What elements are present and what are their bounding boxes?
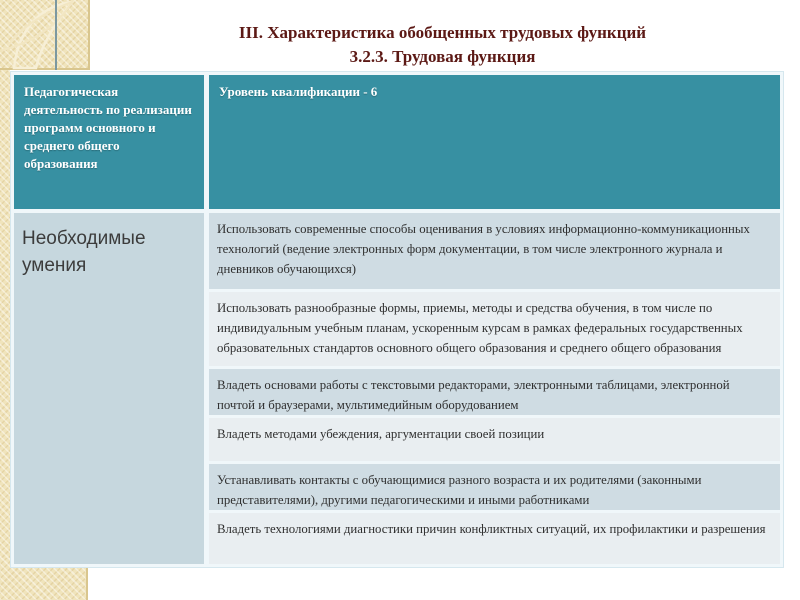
- skill-row: Устанавливать контакты с обучающимися разного возраста и их родителями (законными представителями), другими педагогическими и иными работниками: [209, 464, 780, 510]
- skill-row: Использовать современные способы оценивания в условиях информационно-коммуникационных технологий (ведение электронных форм документации, в том числе электронного журнала и дневников обучающихся): [209, 213, 780, 289]
- header-cell-activity: Педагогическая деятельность по реализации программ основного и среднего общего образования: [14, 75, 204, 209]
- slide-title-line1: III. Характеристика обобщенных трудовых функций: [238, 23, 647, 42]
- skill-row: Владеть методами убеждения, аргументации своей позиции: [209, 418, 780, 461]
- skills-column: [209, 213, 780, 564]
- corner-square-top: [0, 0, 90, 70]
- slide-title-line2: 3.2.3. Трудовая функция: [349, 47, 536, 66]
- accent-line: [55, 0, 57, 70]
- skill-row: Владеть технологиями диагностики причин конфликтных ситуаций, их профилактики и разрешения: [209, 513, 780, 564]
- slide-title: [95, 21, 790, 69]
- labor-function-table: [10, 71, 784, 568]
- table-body-row: [14, 213, 780, 564]
- skill-row: Использовать разнообразные формы, приемы, методы и средства обучения, в том числе по индивидуальным учебным планам, ускоренным курсам в рамках федеральных государственных образовательных стандартов основного общего образования и среднего общего образования: [209, 292, 780, 366]
- header-cell-qualification: Уровень квалификации - 6: [209, 75, 780, 209]
- row-label-required-skills: Необходимые умения: [14, 213, 204, 564]
- sidebar-stripe: [0, 0, 10, 600]
- skill-row: Владеть основами работы с текстовыми редакторами, электронными таблицами, электронной почтой и браузерами, мультимедийным оборудованием: [209, 369, 780, 415]
- table-header-row: [14, 75, 780, 209]
